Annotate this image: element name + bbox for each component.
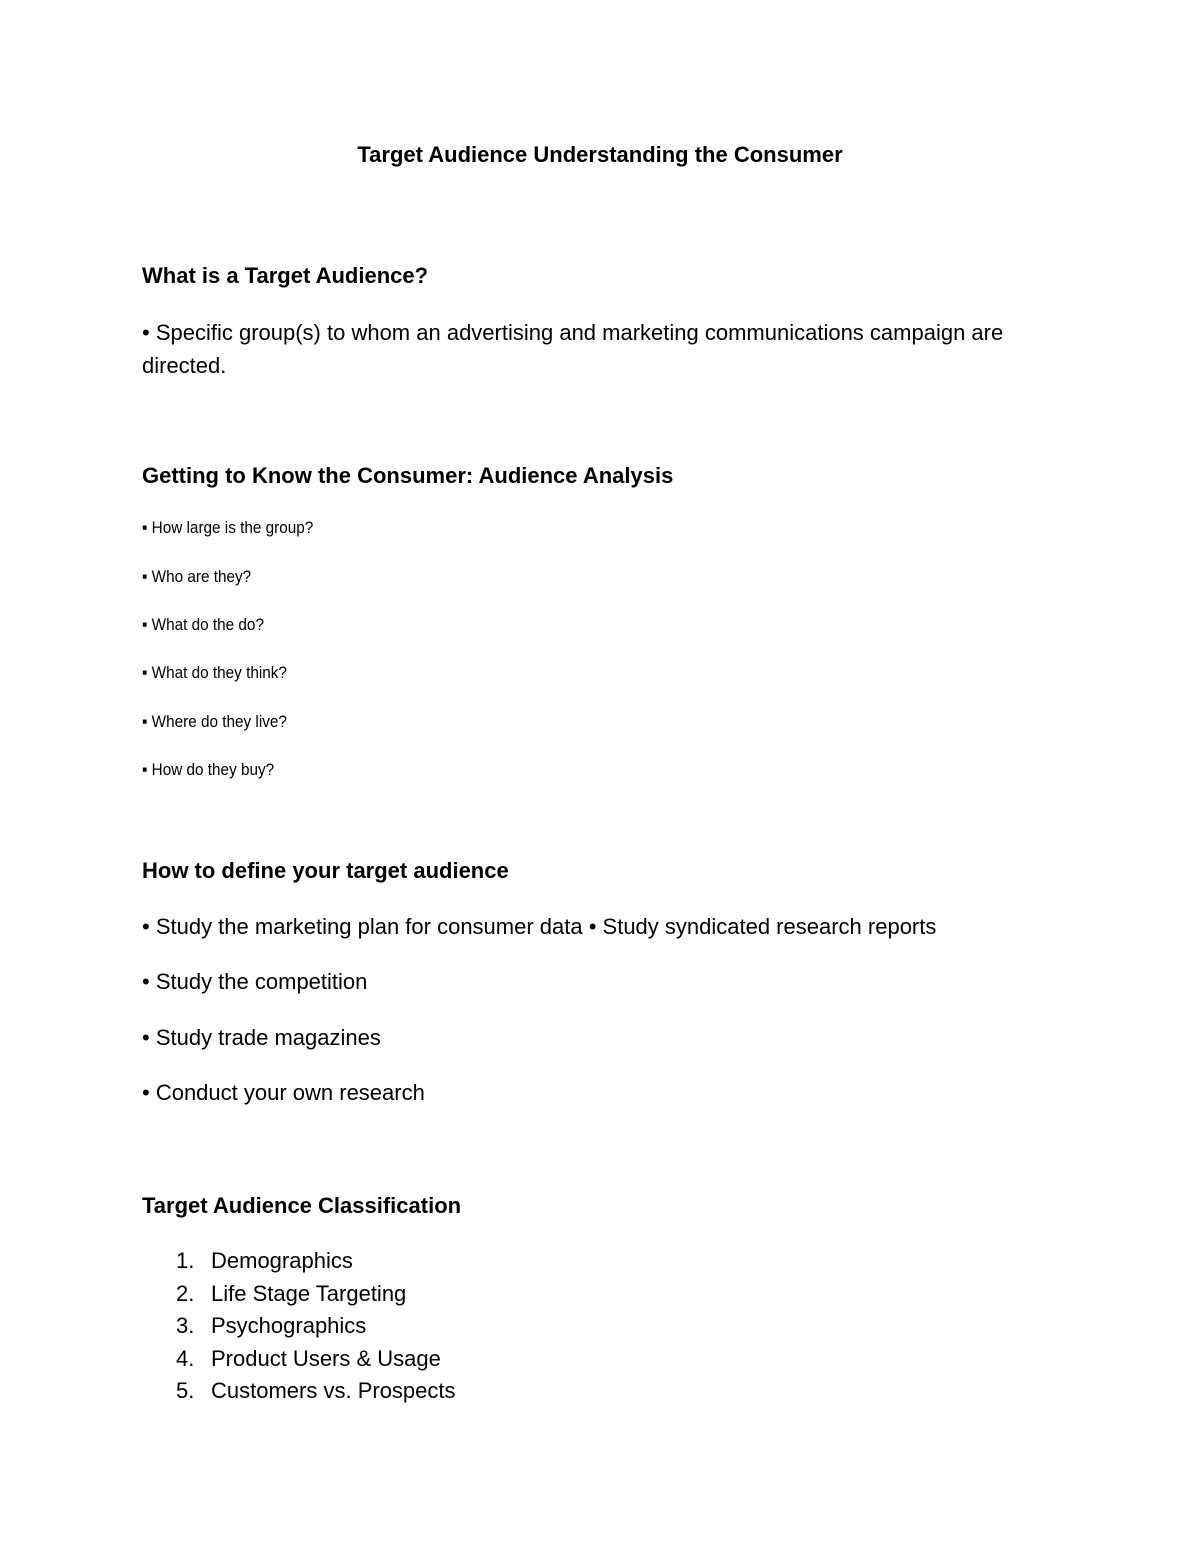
- section-heading-classification: Target Audience Classification: [142, 1193, 462, 1218]
- list-item-number: 2.: [176, 1281, 195, 1306]
- list-item: ▪ Who are they?: [142, 567, 252, 586]
- list-item: [176, 1248, 353, 1274]
- target-audience-definition: • Specific group(s) to whom an advertising and marketing communications campaign are directed.: [142, 320, 1004, 378]
- list-item: ▪ How large is the group?: [142, 518, 314, 537]
- list-item: [176, 1313, 366, 1339]
- list-item: [176, 1378, 456, 1404]
- list-item-number: 5.: [176, 1378, 195, 1403]
- section-heading-define-target-audience: How to define your target audience: [142, 858, 509, 883]
- list-item-text: Demographics: [211, 1248, 353, 1273]
- list-item: ▪ How do they buy?: [142, 760, 275, 779]
- list-item-text: Life Stage Targeting: [211, 1281, 407, 1306]
- section-heading-audience-analysis: Getting to Know the Consumer: Audience Analysis: [142, 463, 674, 488]
- list-item: ▪ What do the do?: [142, 615, 264, 634]
- list-item-number: 4.: [176, 1346, 195, 1371]
- list-item: ▪ Where do they live?: [142, 712, 287, 731]
- list-item-text: Product Users & Usage: [211, 1346, 441, 1371]
- list-item: • Study trade magazines: [142, 1025, 381, 1050]
- list-item: • Study the marketing plan for consumer data • Study syndicated research reports: [142, 914, 937, 939]
- list-item: ▪ What do they think?: [142, 663, 287, 682]
- document-title: Target Audience Understanding the Consumer: [357, 142, 843, 167]
- section-heading-what-is-target-audience: What is a Target Audience?: [142, 263, 429, 288]
- list-item-text: Psychographics: [211, 1313, 367, 1338]
- list-item: • Conduct your own research: [142, 1080, 425, 1105]
- list-item-text: Customers vs. Prospects: [211, 1378, 456, 1403]
- list-item-number: 3.: [176, 1313, 195, 1338]
- list-item: • Study the competition: [142, 969, 368, 994]
- list-item: [176, 1346, 441, 1372]
- list-item-number: 1.: [176, 1248, 195, 1273]
- list-item: [176, 1281, 406, 1307]
